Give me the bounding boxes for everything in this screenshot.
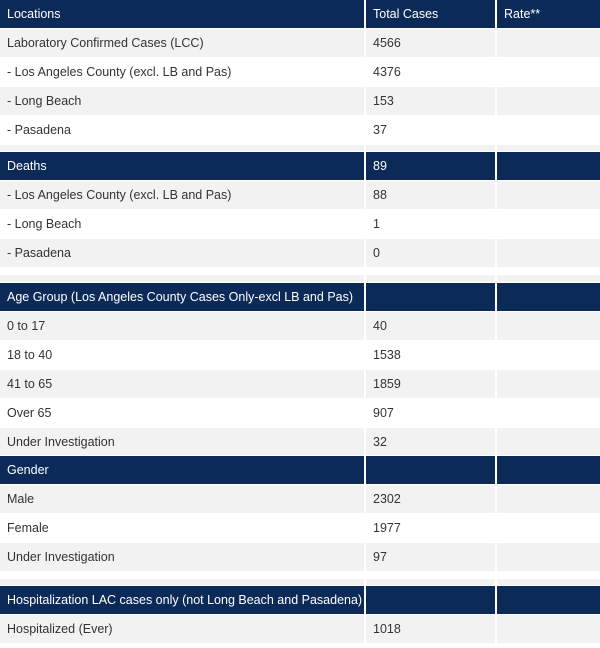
row-value: 40 [366,312,497,340]
row-rate [497,370,600,398]
row-label: Laboratory Confirmed Cases (LCC) [0,29,366,57]
table-row [0,615,600,643]
row-label: 41 to 65 [0,370,366,398]
spacer-row [0,268,600,274]
row-rate [497,87,600,115]
row-rate [497,116,600,144]
row-value: 97 [366,543,497,571]
header-locations: Locations [0,0,366,28]
table-row [0,239,600,267]
row-label: - Long Beach [0,87,366,115]
row-rate [497,399,600,427]
spacer-row [0,579,600,585]
section-title: Hospitalization LAC cases only (not Long Beach and Pasadena) [0,586,366,614]
row-value: 0 [366,239,497,267]
row-rate [497,210,600,238]
row-rate [497,615,600,643]
table-row [0,116,600,144]
spacer-row [0,145,600,151]
table-row [0,341,600,369]
row-label: Under Investigation [0,543,366,571]
row-value: 37 [366,116,497,144]
row-label: 0 to 17 [0,312,366,340]
row-value: 32 [366,428,497,455]
row-label: Female [0,514,366,542]
table-row [0,543,600,571]
section-title: Age Group (Los Angeles County Cases Only-excl LB and Pas) [0,283,366,311]
row-label: - Pasadena [0,116,366,144]
row-label: - Long Beach [0,210,366,238]
table-row [0,485,600,513]
table-row [0,58,600,86]
row-label: Male [0,485,366,513]
spacer-row [0,572,600,578]
row-label: Under Investigation [0,428,366,455]
table-row [0,399,600,427]
row-value: 4376 [366,58,497,86]
row-label: Hospitalized (Ever) [0,615,366,643]
section-header-age-group [0,283,600,311]
row-rate [497,485,600,513]
row-value: 1538 [366,341,497,369]
table-row [0,428,600,455]
row-value: 1018 [366,615,497,643]
table-row [0,181,600,209]
row-rate [497,428,600,455]
section-header-gender [0,456,600,484]
table-row [0,514,600,542]
row-label: - Pasadena [0,239,366,267]
row-value: 2302 [366,485,497,513]
section-header-deaths [0,152,600,180]
row-value: 1977 [366,514,497,542]
header-total-cases: Total Cases [366,0,497,28]
table-header-row [0,0,600,28]
table-row [0,87,600,115]
spacer-row [0,275,600,282]
row-rate [497,181,600,209]
row-value: 153 [366,87,497,115]
table-row [0,210,600,238]
row-rate [497,543,600,571]
section-value: 89 [366,152,497,180]
row-rate [497,514,600,542]
row-rate [497,312,600,340]
spacer-row [0,644,600,648]
header-rate: Rate** [497,0,600,28]
section-header-hospitalization [0,586,600,614]
row-rate [497,29,600,57]
row-value: 1 [366,210,497,238]
section-title: Gender [0,456,366,484]
table-row [0,312,600,340]
row-label: - Los Angeles County (excl. LB and Pas) [0,181,366,209]
table-row [0,370,600,398]
row-rate [497,341,600,369]
row-value: 1859 [366,370,497,398]
table-row [0,29,600,57]
row-label: 18 to 40 [0,341,366,369]
row-label: Over 65 [0,399,366,427]
row-value: 88 [366,181,497,209]
row-value: 907 [366,399,497,427]
row-label: - Los Angeles County (excl. LB and Pas) [0,58,366,86]
row-rate [497,58,600,86]
row-rate [497,239,600,267]
row-value: 4566 [366,29,497,57]
section-title: Deaths [0,152,366,180]
